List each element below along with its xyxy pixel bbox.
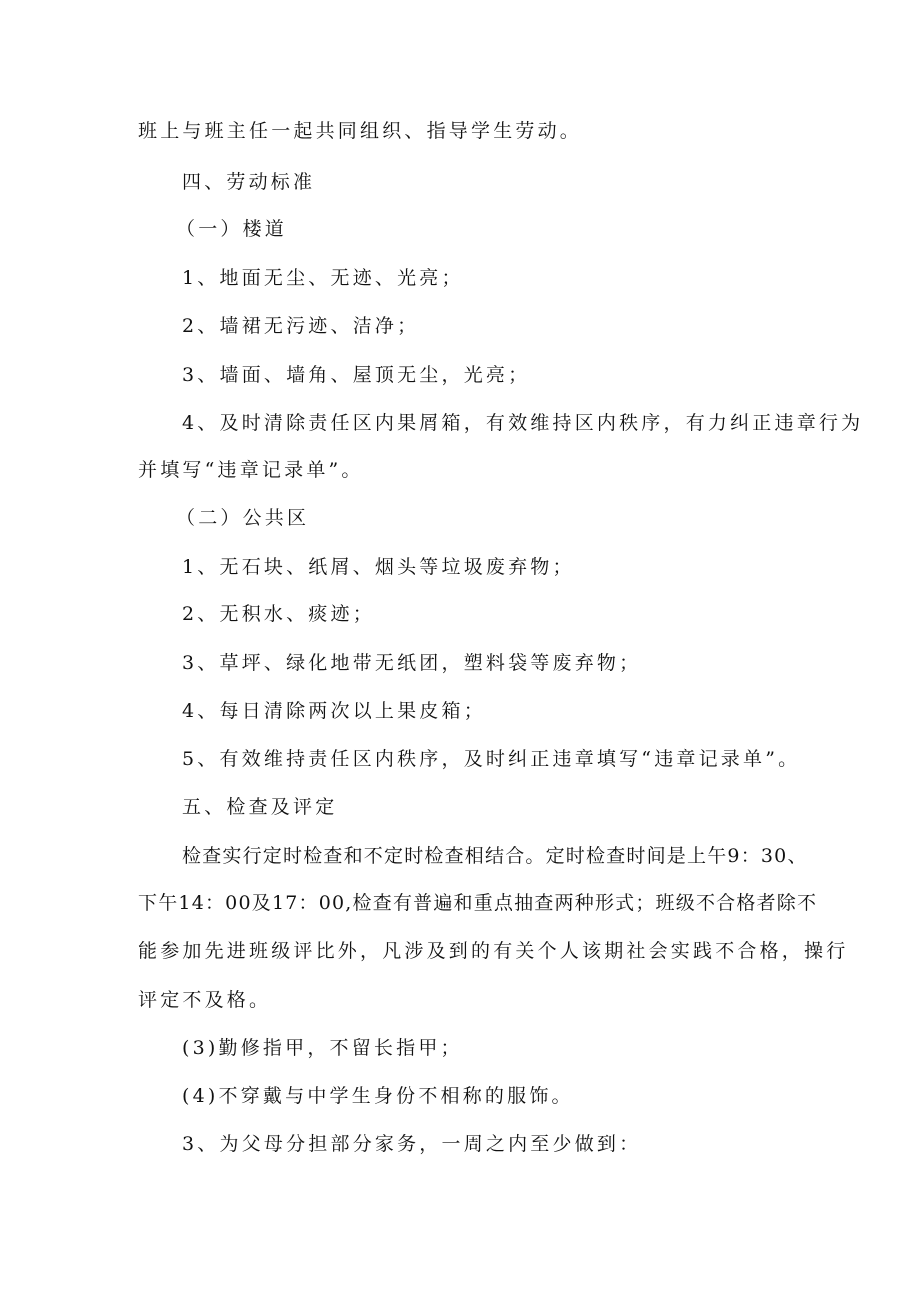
list-item: 2、无积水、痰迹；: [182, 603, 375, 625]
list-item: 1、无石块、纸屑、烟头等垃圾废弃物；: [182, 556, 575, 578]
list-item: 3、为父母分担部分家务，一周之内至少做到：: [182, 1133, 642, 1155]
list-item: 2、墙裙无污迹、洁净；: [182, 315, 420, 337]
list-item: 4、每日清除两次以上果皮箱；: [182, 700, 486, 722]
list-item: 4、及时清除责任区内果屑箱，有效维持区内秩序，有力纠正违章行为: [182, 412, 864, 434]
paragraph-line: 班上与班主任一起共同组织、指导学生劳动。: [138, 120, 583, 142]
list-item: (4)不穿戴与中学生身份不相称的服饰。: [182, 1085, 574, 1107]
paragraph-line: 下午14：00及17：00,检查有普遍和重点抽查两种形式；班级不合格者除不: [138, 892, 818, 914]
section-heading: 四、劳动标准: [182, 171, 316, 193]
list-item: (3)勤修指甲，不留长指甲；: [182, 1037, 463, 1059]
subsection-heading: （一）楼道: [176, 218, 288, 240]
paragraph-line: 并填写“违章记录单”。: [138, 459, 364, 481]
section-heading: 五、检查及评定: [182, 796, 338, 818]
list-item: 3、草坪、绿化地带无纸团，塑料袋等废弃物；: [182, 652, 642, 674]
paragraph-line: 能参加先进班级评比外，凡涉及到的有关个人该期社会实践不合格，操行: [138, 940, 849, 962]
subsection-heading: （二）公共区: [176, 507, 310, 529]
list-item: 1、地面无尘、无迹、光亮；: [182, 267, 464, 289]
list-item: 3、墙面、墙角、屋顶无尘，光亮；: [182, 364, 531, 386]
paragraph-line: 检查实行定时检查和不定时检查相结合。定时检查时间是上午9：30、: [182, 845, 808, 867]
paragraph-line: 评定不及格。: [138, 989, 272, 1011]
list-item: 5、有效维持责任区内秩序，及时纠正违章填写“违章记录单”。: [182, 748, 801, 770]
